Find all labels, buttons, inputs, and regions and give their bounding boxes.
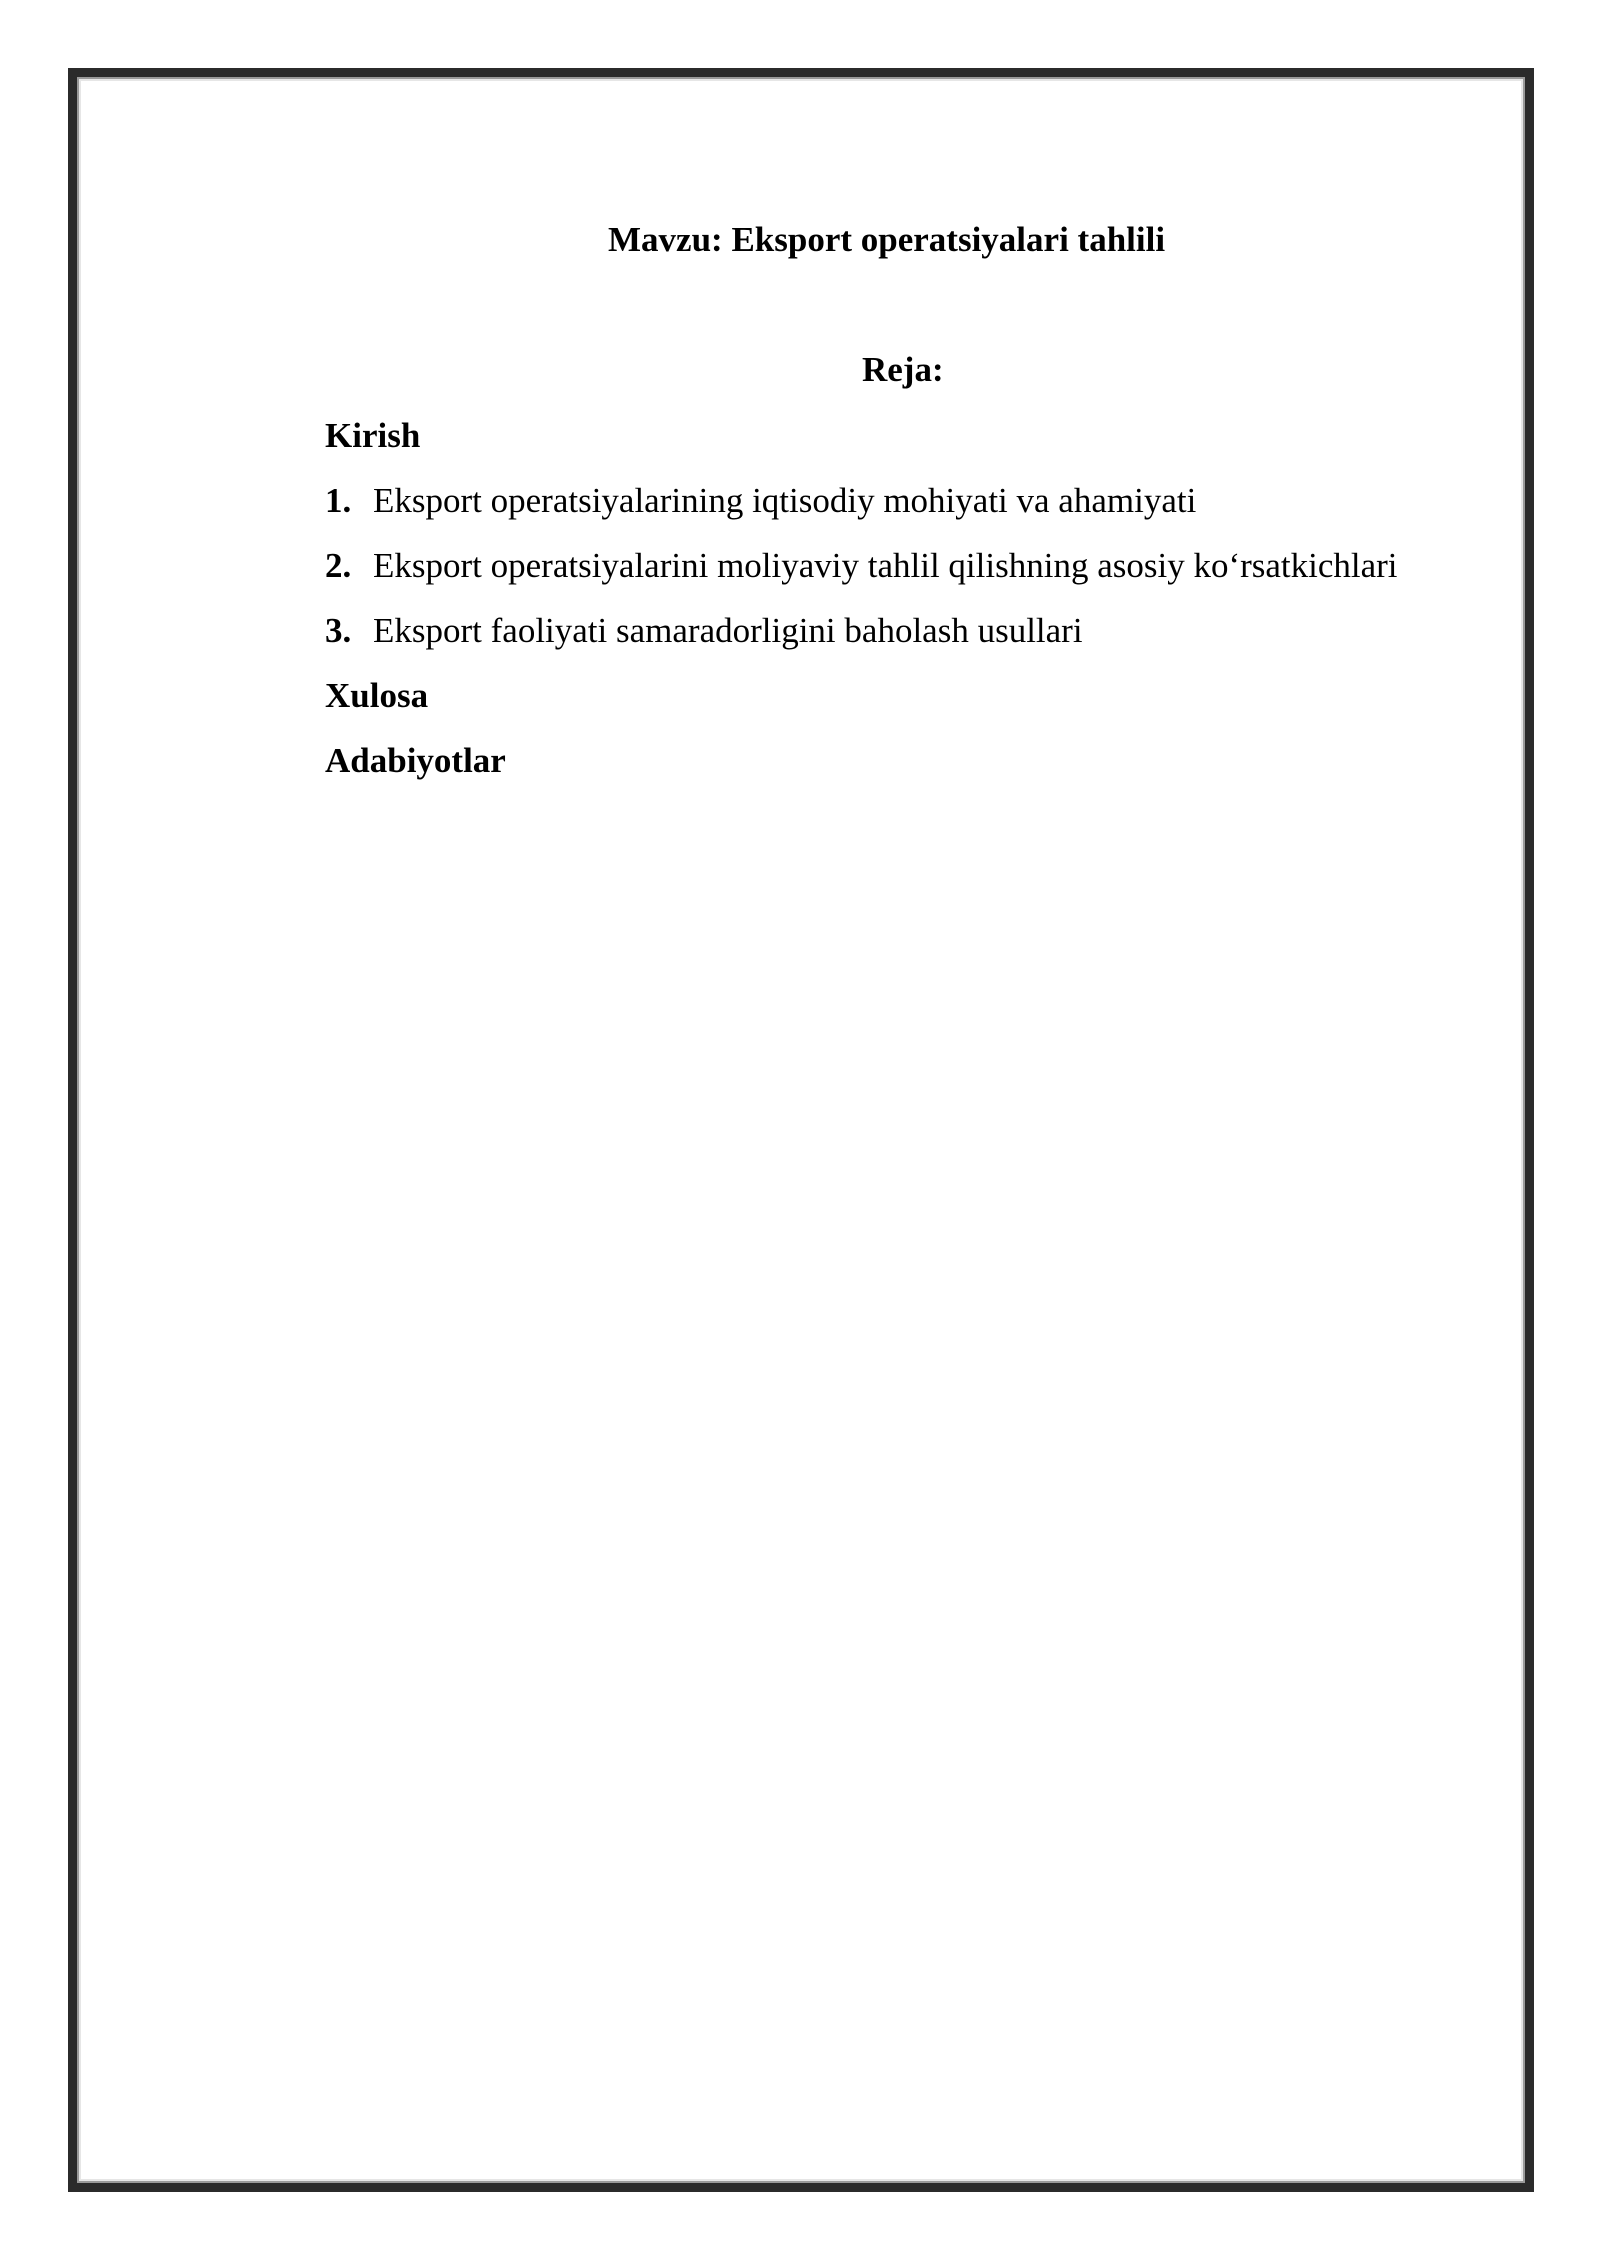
plan-item-conclusion: Xulosa — [325, 676, 429, 715]
plan-item-text: Eksport operatsiyalarini moliyaviy tahlil qilishning asosiy ko‘rsatkichlari — [373, 546, 1398, 585]
plan-item-3 — [325, 609, 1525, 674]
plan-item-text: Eksport operatsiyalarining iqtisodiy mohiyati va ahamiyati — [373, 481, 1197, 520]
document-title: Mavzu: Eksport operatsiyalari tahlili — [608, 220, 1166, 259]
plan-item-number: 1. — [325, 481, 352, 520]
plan-item-2 — [325, 544, 1525, 609]
plan-item-intro: Kirish — [325, 416, 421, 455]
plan-list — [325, 414, 1525, 804]
plan-item-number: 2. — [325, 546, 352, 585]
plan-item-references: Adabiyotlar — [325, 741, 506, 780]
page-frame — [68, 68, 1534, 2192]
plan-item-1 — [325, 479, 1525, 544]
plan-item-text: Eksport faoliyati samaradorligini baholash usullari — [373, 611, 1083, 650]
plan-item-number: 3. — [325, 611, 352, 650]
plan-heading: Reja: — [862, 350, 944, 389]
